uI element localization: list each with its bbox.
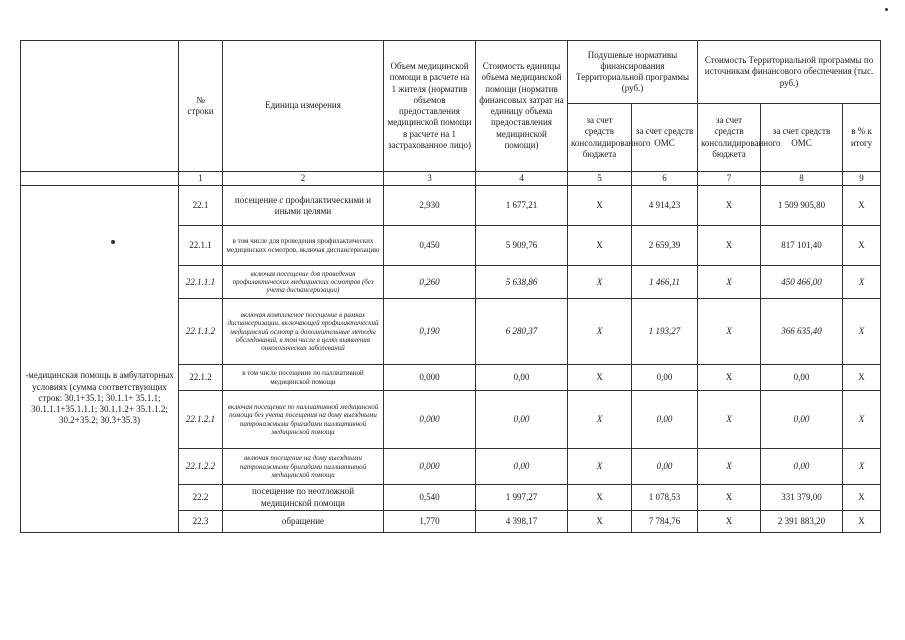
row-cost-budget: X (698, 365, 761, 391)
program-cost-table (20, 40, 881, 533)
row-cost-oms: 331 379,00 (761, 485, 843, 511)
header-blank-cell (21, 41, 179, 172)
row-percent: X (843, 449, 881, 485)
row-cost-budget: X (698, 186, 761, 226)
row-pc-oms: 2 659,39 (632, 226, 698, 266)
row-unit: в том числе для проведения профилактических медицинских осмотров, включая диспансеризацию (223, 226, 384, 266)
row-cost-oms: 0,00 (761, 449, 843, 485)
row-code: 22.1.1.2 (179, 299, 223, 365)
header-sub-budget: за счет средств консолидированного бюджета (568, 104, 632, 172)
column-number: 2 (223, 172, 384, 186)
header-per-capita-group: Подушевые нормативы финансирования Территориальной программы (руб.) (568, 41, 698, 104)
row-cost-oms: 366 635,40 (761, 299, 843, 365)
row-code: 22.1.2.1 (179, 391, 223, 449)
row-pc-budget: X (568, 266, 632, 299)
row-cost-oms: 2 391 883,20 (761, 510, 843, 532)
row-pc-oms: 1 193,27 (632, 299, 698, 365)
row-unit: включая посещение для проведения профилактических медицинских осмотров (без учета диспансеризации) (223, 266, 384, 299)
header-sub-oms-2: за счет средств ОМС (761, 104, 843, 172)
column-number: 4 (476, 172, 568, 186)
column-number: 9 (843, 172, 881, 186)
row-unit: посещение с профилактическими и иными целями (223, 186, 384, 226)
row-volume: 0,260 (384, 266, 476, 299)
row-code: 22.1.2 (179, 365, 223, 391)
row-unit: включая комплексное посещение в рамках диспансеризации, включающей профилактический медицинский осмотр и дополнительные методы обследований, в том числе в целях выявления онкологических заболеваний (223, 299, 384, 365)
row-pc-oms: 4 914,23 (632, 186, 698, 226)
row-percent: X (843, 186, 881, 226)
row-percent: X (843, 485, 881, 511)
row-cost-oms: 450 466,00 (761, 266, 843, 299)
column-number: 7 (698, 172, 761, 186)
row-pc-oms: 0,00 (632, 365, 698, 391)
row-pc-budget: X (568, 226, 632, 266)
row-volume: 0,540 (384, 485, 476, 511)
column-number: 8 (761, 172, 843, 186)
row-unit: посещение по неотложной медицинской помощи (223, 485, 384, 511)
column-number: 3 (384, 172, 476, 186)
row-percent: X (843, 299, 881, 365)
row-unit: включая посещение на дому выездными патронажными бригадами паллиативной медицинской помощи (223, 449, 384, 485)
row-cost-oms: 0,00 (761, 391, 843, 449)
header-row-number: № строки (179, 41, 223, 172)
row-unit: в том числе посещение по паллиативной медицинской помощи (223, 365, 384, 391)
row-unit-cost: 6 280,37 (476, 299, 568, 365)
row-code: 22.1.2.2 (179, 449, 223, 485)
row-unit-cost: 0,00 (476, 449, 568, 485)
row-pc-oms: 0,00 (632, 391, 698, 449)
row-pc-budget: X (568, 186, 632, 226)
row-cost-oms: 1 509 905,80 (761, 186, 843, 226)
column-number: 6 (632, 172, 698, 186)
row-cost-budget: X (698, 226, 761, 266)
row-volume: 0,000 (384, 449, 476, 485)
row-cost-budget: X (698, 391, 761, 449)
row-percent: X (843, 365, 881, 391)
row-unit-cost: 0,00 (476, 365, 568, 391)
row-percent: X (843, 391, 881, 449)
row-unit-cost: 5 909,76 (476, 226, 568, 266)
row-unit-cost: 1 997,27 (476, 485, 568, 511)
row-pc-budget: X (568, 449, 632, 485)
header-unit: Единица измерения (223, 41, 384, 172)
row-cost-budget: X (698, 266, 761, 299)
header-sub-percent: в % к итогу (843, 104, 881, 172)
row-cost-oms: 817 101,40 (761, 226, 843, 266)
row-cost-budget: X (698, 485, 761, 511)
row-cost-budget: X (698, 449, 761, 485)
header-volume: Объем медицинской помощи в расчете на 1 жителя (норматив объемов предоставления медицинской помощи в расчете на 1 застрахованное лицо) (384, 41, 476, 172)
row-pc-oms: 7 784,76 (632, 510, 698, 532)
row-pc-oms: 1 078,53 (632, 485, 698, 511)
row-pc-budget: X (568, 510, 632, 532)
row-percent: X (843, 266, 881, 299)
row-unit: включая посещение по паллиативной медицинской помощи без учета посещения на дому выездными патронажными бригадами паллиативной медицинской помощи (223, 391, 384, 449)
row-unit-cost: 0,00 (476, 391, 568, 449)
header-cost-group: Стоимость Территориальной программы по источникам финансового обеспечения (тыс. руб.) (698, 41, 881, 104)
row-volume: 0,450 (384, 226, 476, 266)
row-volume: 0,190 (384, 299, 476, 365)
row-cost-oms: 0,00 (761, 365, 843, 391)
row-volume: 2,930 (384, 186, 476, 226)
row-code: 22.1 (179, 186, 223, 226)
row-volume: 0,000 (384, 391, 476, 449)
row-unit-cost: 5 638,86 (476, 266, 568, 299)
row-pc-budget: X (568, 299, 632, 365)
scan-speck-top-right (885, 8, 888, 11)
header-sub-oms: за счет средств ОМС (632, 104, 698, 172)
column-number: 1 (179, 172, 223, 186)
row-unit-cost: 4 398,17 (476, 510, 568, 532)
row-cost-budget: X (698, 299, 761, 365)
row-code: 22.2 (179, 485, 223, 511)
header-sub-budget-2: за счет средств консолидированного бюджета (698, 104, 761, 172)
row-code: 22.3 (179, 510, 223, 532)
row-volume: 1,770 (384, 510, 476, 532)
row-pc-budget: X (568, 485, 632, 511)
column-number: 5 (568, 172, 632, 186)
row-code: 22.1.1 (179, 226, 223, 266)
header-unit-cost: Стоимость единицы объема медицинской помощи (норматив финансовых затрат на единицу объема предоставления медицинской помощи) (476, 41, 568, 172)
row-cost-budget: X (698, 510, 761, 532)
row-volume: 0,000 (384, 365, 476, 391)
table-row (21, 186, 881, 226)
row-pc-budget: X (568, 391, 632, 449)
column-number-blank (21, 172, 179, 186)
row-pc-oms: 0,00 (632, 449, 698, 485)
row-code: 22.1.1.1 (179, 266, 223, 299)
row-percent: X (843, 510, 881, 532)
row-unit-cost: 1 677,21 (476, 186, 568, 226)
row-percent: X (843, 226, 881, 266)
section-label: -медицинская помощь в амбулаторных условиях (сумма соответствующих строк: 30.1+35.1; 30.1.1+ 35.1.1; 30.1.1.1+35.1.1.1; 30.1.1.2+ 35.1.1.2; 30.2+35.2; 30.3+35.3) (21, 186, 179, 533)
row-pc-budget: X (568, 365, 632, 391)
row-unit: обращение (223, 510, 384, 532)
row-pc-oms: 1 466,11 (632, 266, 698, 299)
